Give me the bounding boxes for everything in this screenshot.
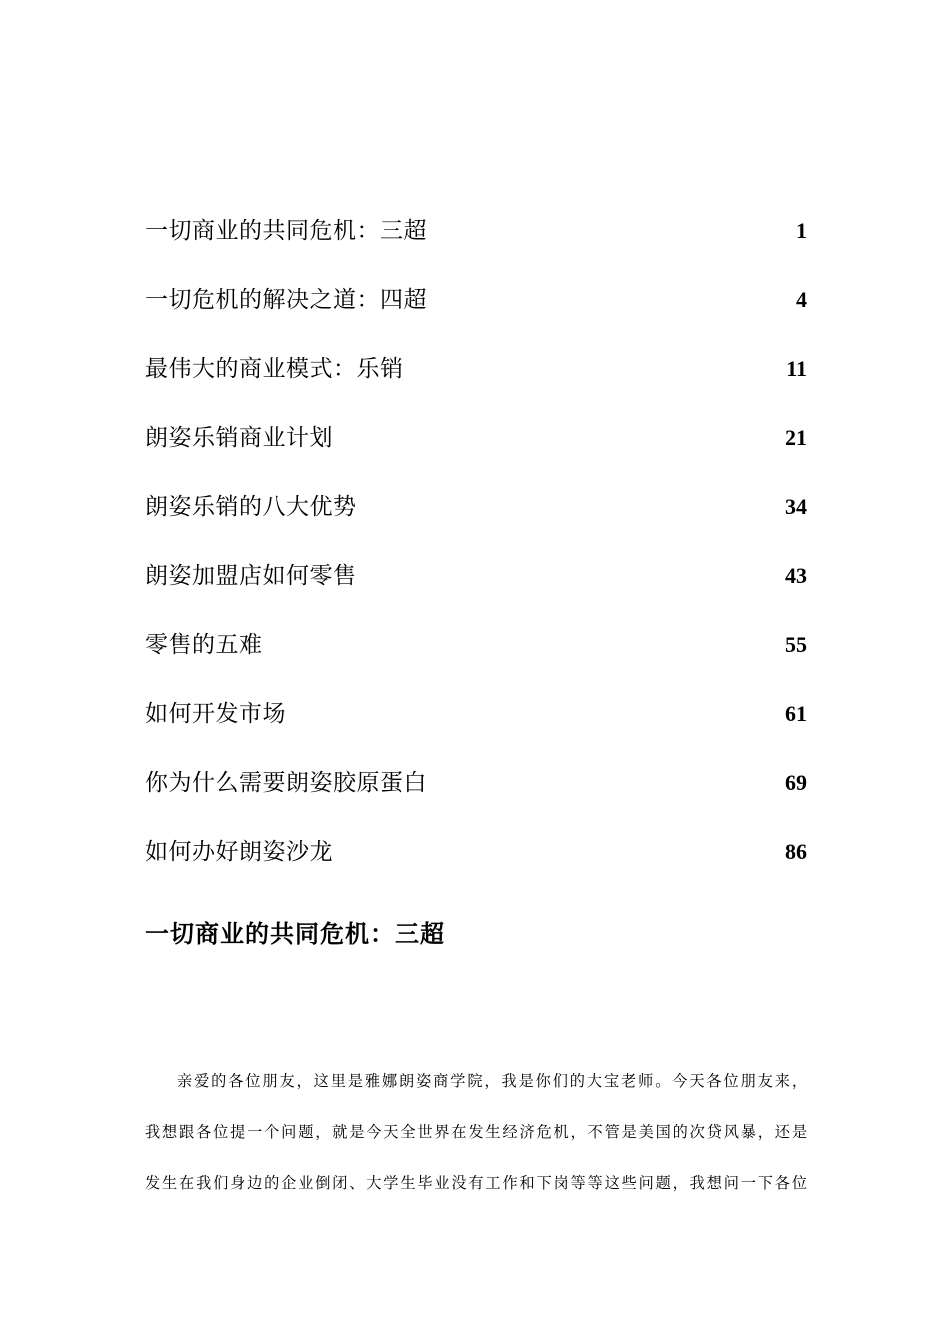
toc-entry[interactable] [145, 679, 807, 748]
toc-entry-page-number: 4 [796, 286, 807, 312]
toc-entry[interactable] [145, 472, 807, 541]
toc-entry-page-number: 34 [785, 493, 807, 519]
toc-entry-page-number: 43 [785, 562, 807, 588]
paragraph-line: 我想跟各位提一个问题，就是今天全世界在发生经济危机，不管是美国的次贷风暴，还是 [145, 1123, 807, 1141]
toc-entry-page-number: 86 [785, 838, 807, 864]
toc-entry-title: 如何开发市场 [145, 700, 286, 727]
toc-entry-page-number: 21 [785, 424, 807, 450]
toc-entry-page-number: 1 [796, 217, 807, 243]
toc-entry[interactable] [145, 196, 807, 265]
toc-entry-title: 如何办好朗姿沙龙 [145, 838, 333, 865]
toc-entry[interactable] [145, 541, 807, 610]
toc-entry-page-number: 11 [786, 355, 807, 381]
toc-entry-title: 朗姿乐销的八大优势 [145, 493, 357, 520]
toc-entry-title: 朗姿乐销商业计划 [145, 424, 333, 451]
toc-entry-title: 最伟大的商业模式：乐销 [145, 355, 404, 382]
toc-entry-title: 一切危机的解决之道：四超 [145, 286, 427, 313]
section-heading: 一切商业的共同危机：三超 [145, 920, 445, 948]
toc-entry[interactable] [145, 610, 807, 679]
toc-entry[interactable] [145, 334, 807, 403]
toc-entry-page-number: 55 [785, 631, 807, 657]
toc-entry-page-number: 69 [785, 769, 807, 795]
toc-entry-title: 朗姿加盟店如何零售 [145, 562, 357, 589]
toc-entry-title: 零售的五难 [145, 631, 263, 658]
body-paragraph [145, 1064, 807, 1217]
toc-entry-page-number: 61 [785, 700, 807, 726]
toc-entry[interactable] [145, 748, 807, 817]
paragraph-line: 亲爱的各位朋友，这里是雅娜朗姿商学院，我是你们的大宝老师。今天各位朋友来， [177, 1072, 807, 1090]
toc-entry-title: 你为什么需要朗姿胶原蛋白 [145, 769, 427, 796]
paragraph-line: 发生在我们身边的企业倒闭、大学生毕业没有工作和下岗等等这些问题，我想问一下各位 [145, 1174, 807, 1192]
toc-entry[interactable] [145, 403, 807, 472]
toc-entry-title: 一切商业的共同危机：三超 [145, 217, 427, 244]
toc-entry[interactable] [145, 265, 807, 334]
toc-entry[interactable] [145, 817, 807, 886]
table-of-contents [145, 196, 807, 886]
